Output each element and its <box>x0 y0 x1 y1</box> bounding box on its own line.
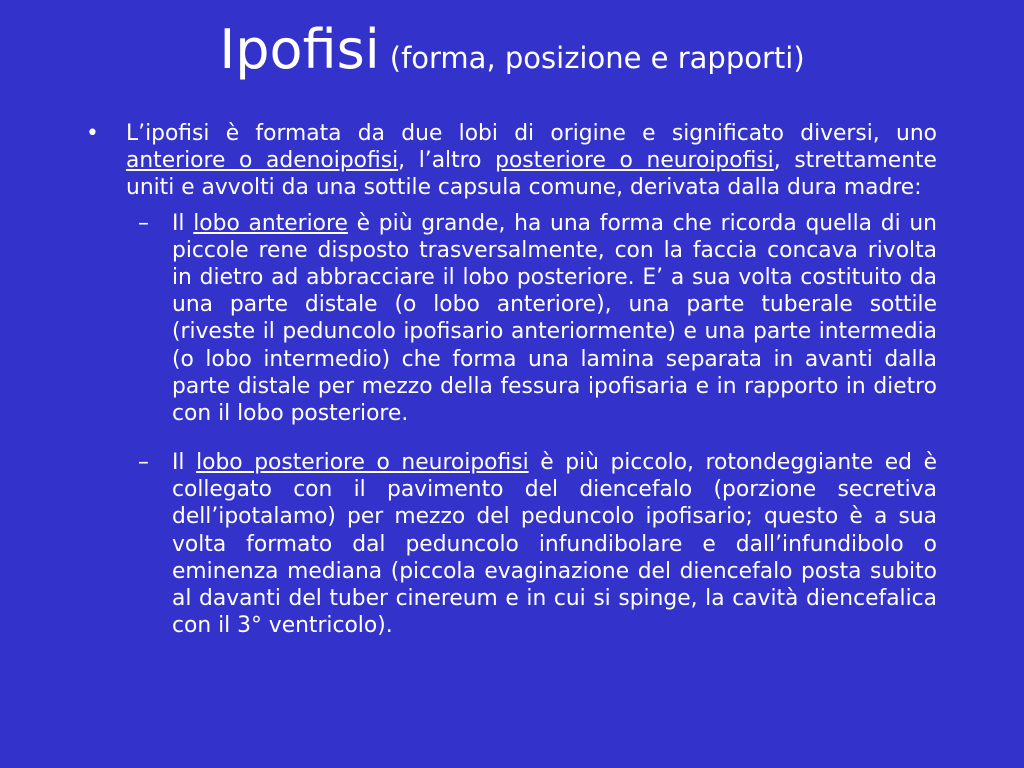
bullet-text: , strettamente uniti e avvolti da una sottile capsula comune, derivata dalla dura madre: <box>126 148 937 201</box>
sub-bullet-text: Il <box>172 210 194 236</box>
sub-bullet-text: è più grande, ha una forma che ricorda quella di un piccole rene disposto trasversalmente, con la faccia concava rivolta in dietro ad abbracciare il lobo posteriore. E’ a sua volta costituito da una parte distale (o lobo anteriore), una parte tuberale sottile (riveste il peduncolo ipofisario anteriormente) e una parte intermedia (o lobo intermedio) che forma una lamina separata in avanti dalla parte distale per mezzo della fessura ipofisaria e in rapporto in dietro con il lobo posteriore. <box>172 210 937 427</box>
sub-bullet-item <box>138 449 937 639</box>
sub-bullet-item <box>138 210 937 428</box>
underlined-term: posteriore o neuroipofisi <box>495 148 774 174</box>
slide-title <box>0 20 1024 79</box>
title-main: Ipofisi <box>219 18 380 81</box>
underlined-term: lobo anteriore <box>193 210 348 236</box>
bullet-icon: • <box>86 121 99 146</box>
bullet-text: , l’altro <box>398 148 496 174</box>
underlined-term: anteriore o adenoipofisi <box>126 148 399 174</box>
sub-bullet-text: Il <box>172 450 197 476</box>
bullet-item <box>86 120 937 202</box>
underlined-term: lobo posteriore o neuroipofisi <box>196 450 529 476</box>
title-subtitle: (forma, posizione e rapporti) <box>389 41 805 75</box>
slide-content <box>86 120 937 661</box>
dash-icon: – <box>138 450 149 476</box>
dash-icon: – <box>138 210 149 236</box>
bullet-text: L’ipofisi è formata da due lobi di origine e significato diversi, uno <box>126 121 937 146</box>
sub-bullet-text: è più piccolo, rotondeggiante ed è collegato con il pavimento del diencefalo (porzione secretiva dell’ipotalamo) per mezzo del peduncolo ipofisario; questo è a sua volta formato dal peduncolo infundibolare e dall’infundibolo o eminenza mediana (piccola evaginazione del diencefalo posta subito al davanti del tuber cinereum e in cui si spinge, la cavità diencefalica con il 3° ventricolo). <box>172 450 937 639</box>
